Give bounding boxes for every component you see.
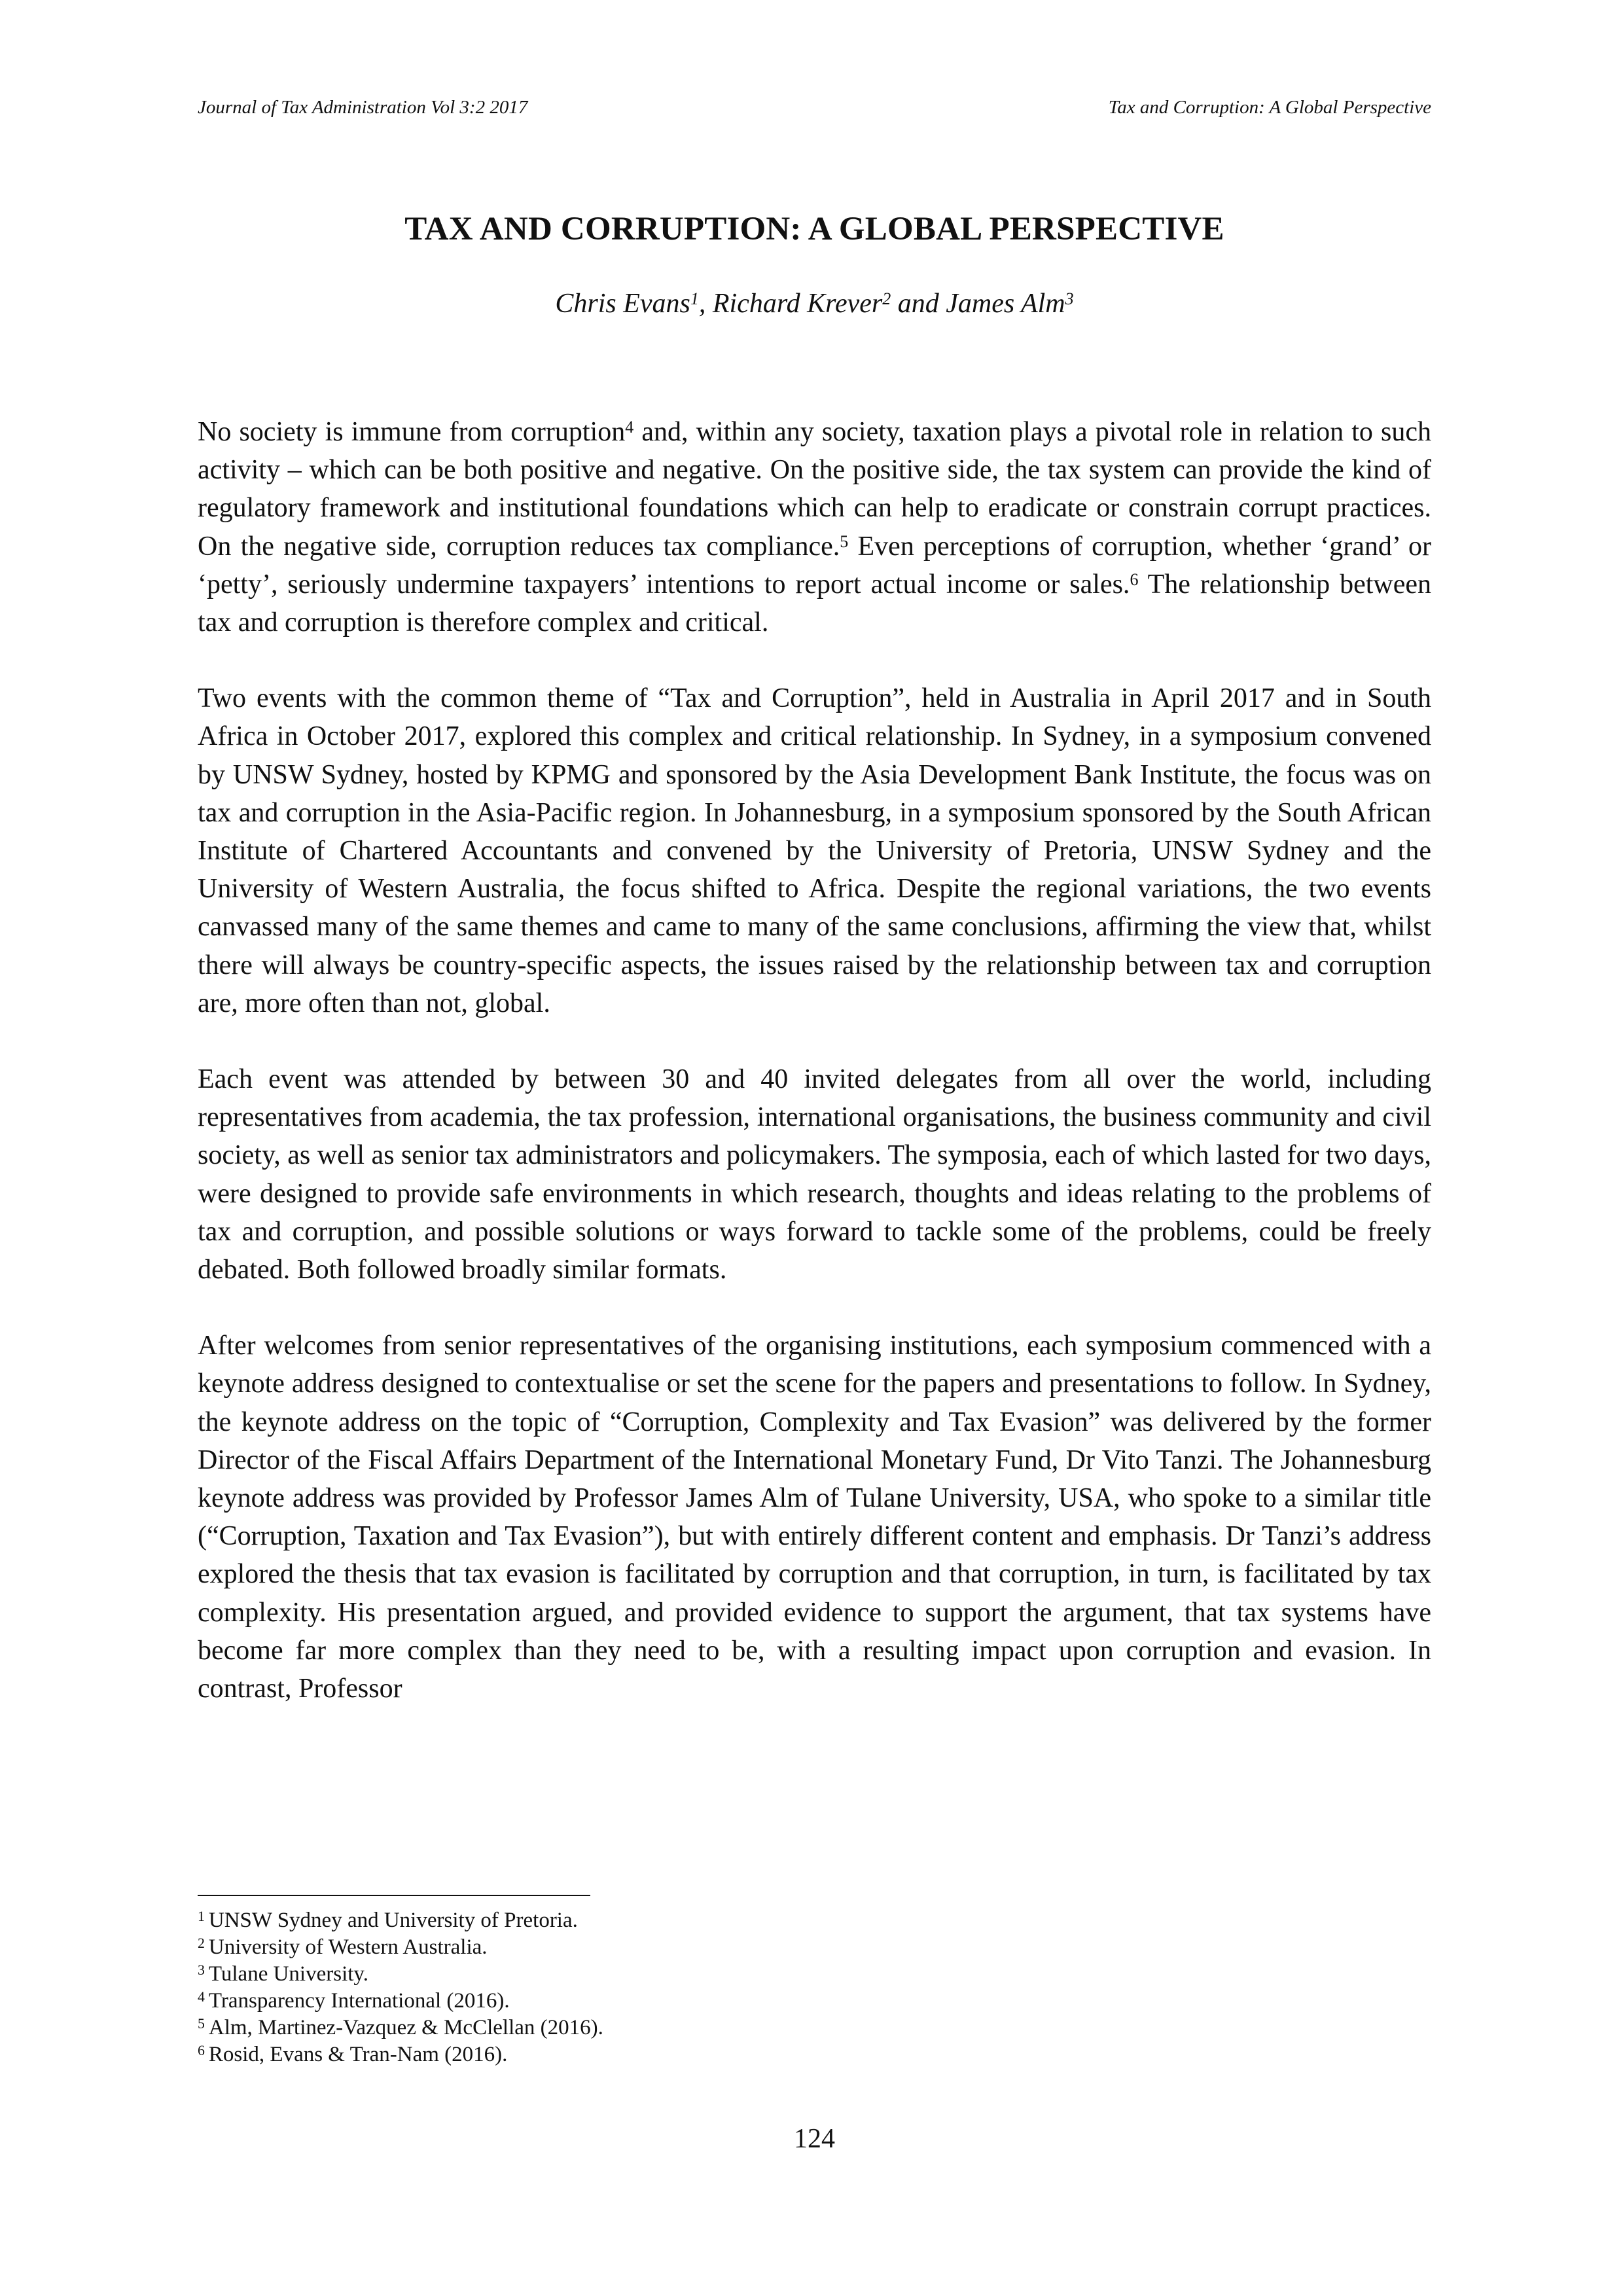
paragraph-text: Two events with the common theme of “Tax and Corruption”, held in Australia in April 2017 and in South Africa in October 2017, explored this complex and critical relationship. In Sydney, in a symposium convened by UNSW Sydney, hosted by KPMG and sponsored by the Asia Development Bank Institute, the focus was on tax and corruption in the Asia-Pacific region. In Johannesburg, in a symposium sponsored by the South African Institute of Chartered Accountants and convened by the University of Pretoria, UNSW Sydney and the University of Western Australia, the focus shifted to Africa. Despite the regional variations, the two events canvassed many of the same themes and came to many of the same conclusions, affirming the view that, whilst there will always be country-specific aspects, the issues raised by the relationship between tax and corruption are, more often than not, global. <box>198 683 1431 1018</box>
author-separator: and <box>891 289 946 319</box>
paragraph-text: After welcomes from senior representatives of the organising institutions, each symposium commenced with a keynote address designed to contextualise or set the scene for the papers and presentations to follow. In Sydney, the keynote address on the topic of “Corruption, Complexity and Tax Evasion” was delivered by the former Director of the Fiscal Affairs Department of the International Monetary Fund, Dr Vito Tanzi. The Johannesburg keynote address was provided by Professor James Alm of Tulane University, USA, who spoke to a similar title (“Corruption, Taxation and Tax Evasion”), but with entirely different content and emphasis. Dr Tanzi’s address explored the thesis that tax evasion is facilitated by corruption and that corruption, in turn, is facilitated by tax complexity. His presentation argued, and provided evidence to support the argument, that tax systems have become far more complex than they need to be, with a resulting impact upon corruption and evasion. In contrast, Professor <box>198 1331 1431 1704</box>
footnote <box>198 1961 1431 1988</box>
footnote-number: 2 <box>198 1935 205 1951</box>
paragraph-text: No society is immune from corruption <box>198 417 626 447</box>
article-body <box>198 413 1431 1708</box>
running-title: Tax and Corruption: A Global Perspective <box>1108 97 1431 118</box>
page-number: 124 <box>794 2124 835 2154</box>
paragraph-text: and, within any society, taxation plays a pivotal role in relation to such activity – which can be both positive and negative. On the positive side, the tax system can provide the kind of regulatory framework and institutional foundations which can help to eradicate or constrain corrupt practices. On the negative side, corruption reduces tax compliance. <box>198 417 1431 562</box>
footnote-separator <box>198 1895 590 1896</box>
footnote <box>198 1988 1431 2015</box>
paragraph-text: Each event was attended by between 30 and 40 invited delegates from all over the world, including representatives from academia, the tax profession, international organisations, the business community and civil society, as well as senior tax administrators and policymakers. The symposia, each of which lasted for two days, were designed to provide safe environments in which research, thoughts and ideas relating to the problems of tax and corruption, and possible solutions or ways forward to tackle some of the problems, could be freely debated. Both followed broadly similar formats. <box>198 1064 1431 1285</box>
footnote-text: University of Western Australia. <box>208 1935 488 1959</box>
footnote-text: Rosid, Evans & Tran-Nam (2016). <box>208 2043 508 2066</box>
footnote <box>198 1907 1431 1934</box>
paragraph-text: Even perceptions of corruption, whether ‘grand’ or ‘petty’, seriously undermine taxpayers’ intentions to report actual income or sales. <box>198 531 1431 600</box>
author-line <box>198 286 1431 321</box>
author-name: James Alm <box>946 289 1065 319</box>
footnote-text: UNSW Sydney and University of Pretoria. <box>208 1909 578 1932</box>
article-title: TAX AND CORRUPTION: A GLOBAL PERSPECTIVE <box>404 211 1224 247</box>
footnote-number: 1 <box>198 1908 205 1924</box>
journal-citation: Journal of Tax Administration Vol 3:2 2017 <box>198 97 528 118</box>
footnote <box>198 2041 1431 2068</box>
footnote-reference: 4 <box>625 418 634 437</box>
footnotes-list <box>198 1907 1431 2068</box>
footnote <box>198 1934 1431 1961</box>
author-affiliation-mark: 2 <box>882 289 891 309</box>
footnote-text: Alm, Martinez-Vazquez & McClellan (2016). <box>208 2016 603 2039</box>
footnote-number: 6 <box>198 2042 205 2058</box>
footnote-reference: 6 <box>1130 570 1139 590</box>
body-paragraph <box>198 413 1431 641</box>
footnote-reference: 5 <box>840 531 849 551</box>
paragraph-text: The relationship between tax and corruption is therefore complex and critical. <box>198 569 1431 638</box>
author-affiliation-mark: 3 <box>1065 289 1074 309</box>
footnote-number: 4 <box>198 1988 205 2005</box>
body-paragraph <box>198 1327 1431 1708</box>
footnote-number: 3 <box>198 1962 205 1978</box>
footnote <box>198 2015 1431 2041</box>
footnote-number: 5 <box>198 2015 205 2032</box>
footnote-text: Tulane University. <box>208 1962 369 1986</box>
author-separator: , <box>698 289 713 319</box>
footnote-text: Transparency International (2016). <box>208 1989 510 2013</box>
body-paragraph <box>198 1060 1431 1289</box>
author-affiliation-mark: 1 <box>690 289 699 309</box>
body-paragraph <box>198 679 1431 1022</box>
author-name: Richard Krever <box>712 289 883 319</box>
author-name: Chris Evans <box>555 289 690 319</box>
